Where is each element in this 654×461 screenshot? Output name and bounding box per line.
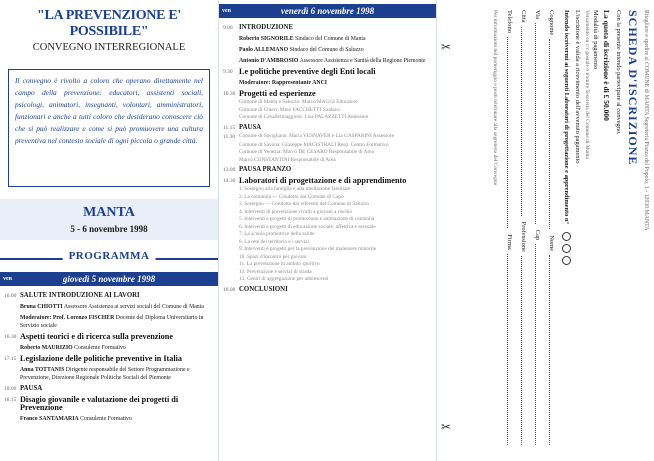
entry-time [223, 239, 239, 246]
day2-label: venerdì 6 novembre 1998 [280, 6, 375, 16]
form-field-row [534, 10, 541, 451]
form-field-label: Firma [506, 234, 513, 250]
form-header: Ritagliare e spedire al COMUNE di MANTA Segreteria Piazza del Popolo, 1 - 12030 MANTA [643, 10, 649, 231]
schedule-entry [223, 35, 432, 43]
entry-text [239, 46, 432, 54]
schedule-entry [223, 239, 432, 246]
schedule-entry [223, 269, 432, 276]
entry-text: 7. La scuola promotrice della salute [239, 231, 315, 237]
entry-text: Marco CONSTANTINI Responsabile di Area [239, 156, 336, 163]
schedule-entry [4, 292, 214, 300]
schedule-entry [4, 344, 214, 352]
entry-time [223, 107, 239, 114]
form-field-label: Cap [534, 229, 541, 241]
form-field-input[interactable] [507, 37, 509, 228]
form-payment-detail: Versamento su c/c postale o tramite Tesoreria del Comune di Manta [584, 10, 590, 159]
speaker-name: Antonio D'AMBROSIO [239, 58, 299, 64]
form-field-label: Professione [520, 221, 527, 252]
form-labs [562, 10, 571, 451]
entry-text: 13. Centri di aggregazione per adolescenti [239, 276, 329, 282]
conference-subtitle: CONVEGNO INTERREGIONALE [32, 42, 186, 53]
left-panel [0, 0, 218, 461]
city-band [0, 199, 218, 240]
entry-time: 10.30 [223, 91, 236, 97]
schedule-entry [223, 177, 432, 185]
entry-text: 8. La rete del territorio e i servizi [239, 238, 310, 245]
entry-text: 1. Sostegno alla famiglia e alla mediazione familiare [239, 186, 351, 192]
schedule-entry [4, 366, 214, 382]
entry-text [239, 35, 432, 43]
entry-time [223, 201, 239, 208]
entry-text: 6. Interventi e progetti di educazione sociale: affettiva e sessuale [239, 223, 376, 230]
form-field-label: Cognome [548, 10, 555, 36]
schedule-entry [4, 333, 214, 341]
registration-form-panel [436, 0, 654, 461]
entry-text [20, 415, 214, 423]
entry-time: 11.30 [223, 133, 236, 140]
form-field-input[interactable] [507, 254, 509, 445]
entry-text [20, 314, 214, 330]
schedule-entry [223, 276, 432, 283]
day1-tag: ven [3, 276, 12, 282]
schedule-entry [223, 107, 432, 114]
city-name: MANTA [83, 205, 135, 220]
entry-text: 5. Interventi e progetti di promozione e animazione di comunità [239, 216, 375, 222]
entry-text: PAUSA [20, 385, 43, 392]
schedule-entry [223, 286, 432, 294]
entry-text: Le politiche preventive degli Enti locali [239, 67, 376, 76]
entry-text: Aspetti teorici e di ricerca sulla prevenzione [20, 332, 173, 341]
entry-text: 11. La prevenzione in ambito sportivo [239, 261, 320, 267]
form-quota: La quota di iscrizione è di £ 50.000 [602, 10, 611, 121]
entry-time [223, 231, 239, 238]
entry-time [223, 46, 239, 54]
entry-time [223, 35, 239, 43]
schedule-entry [223, 142, 432, 149]
schedule-entry [223, 157, 432, 164]
entry-text: Disagio giovanile e valutazione dei progetti di Prevenzione [20, 395, 179, 412]
form-title: SCHEDA D'ISCRIZIONE [626, 10, 640, 166]
speaker-role: Consulente Formativo [74, 345, 126, 351]
schedule-entry [223, 186, 432, 193]
speaker-name: Moderatore: Rappresentante ANCI [239, 80, 328, 86]
schedule-entry [223, 79, 432, 87]
speaker-name: Roberto MAURIZIO [20, 345, 73, 351]
day2-header [219, 4, 436, 18]
form-field-input[interactable] [535, 23, 537, 224]
speaker-role: Dirigente responsabile del Settore Programmazione e Prevenzione, Direzione Regionale Politiche Sociali del Piemonte [20, 367, 190, 381]
entry-text: INTRODUZIONE [239, 24, 294, 31]
speaker-role: Sindaco del Comune di Saluzzo [289, 47, 364, 53]
form-field-label: Città [520, 10, 527, 23]
form-field-label: Nome [548, 235, 555, 252]
schedule-entry [4, 314, 214, 330]
entry-text [239, 57, 432, 65]
form-labs-text: Intendo iscrivermi ai seguenti Laboratori di progettazione e apprendimento n° [563, 10, 571, 225]
entry-text: PAUSA [239, 123, 262, 131]
entry-time: 18.00 [223, 286, 236, 293]
speaker-role: Assessore Assistenza ai servizi sociali del Comune di Manta [63, 304, 204, 310]
entry-time [4, 314, 20, 330]
form-payment: Modalità di pagamento [592, 10, 599, 70]
entry-text: 12. Prevenzione e servizi di strada [239, 268, 312, 275]
entry-time: 14.30 [223, 178, 236, 184]
schedule-entry [223, 254, 432, 261]
schedule-entry [4, 303, 214, 311]
speaker-name: Paolo ALLEMANO [239, 47, 289, 53]
entry-text: Progetti ed esperienze [239, 89, 316, 98]
entry-time [223, 269, 239, 276]
entry-time: 17.15 [4, 356, 17, 362]
schedule-entry [223, 209, 432, 216]
entry-time [223, 246, 239, 253]
schedule-entry [4, 396, 214, 412]
speaker-name: Bruna CHIOTTI [20, 304, 63, 310]
schedule-entry [223, 166, 432, 174]
entry-text [239, 79, 432, 87]
day2-tag: ven [222, 8, 231, 14]
entry-text: Legislazione delle politiche preventive in Italia [20, 354, 182, 363]
middle-panel [218, 0, 436, 461]
form-field-input[interactable] [521, 27, 523, 216]
entry-text: 10. Spazi d'incontro per giovani [239, 253, 307, 260]
lab-choice-circles[interactable] [562, 232, 571, 265]
entry-time: 13.00 [223, 167, 236, 173]
schedule-entry [223, 57, 432, 65]
form-field-row [506, 10, 513, 451]
day1-label: giovedì 5 novembre 1998 [62, 274, 156, 284]
entry-time [223, 157, 239, 164]
schedule-entry [223, 231, 432, 238]
entry-time [223, 209, 239, 216]
entry-time [223, 149, 239, 156]
programma-title: PROGRAMMA [63, 250, 156, 262]
schedule-entry [223, 149, 432, 156]
entry-time: 16.30 [4, 334, 17, 340]
speaker-name: Moderatore: Prof. Lorenzo FISCHER [20, 315, 115, 321]
speaker-role: Assessore Assistenza e Sanità della Regione Piemonte [299, 58, 426, 64]
schedule-entry [223, 216, 432, 223]
entry-text [20, 303, 214, 311]
schedule-entry [4, 355, 214, 363]
entry-text: SALUTE INTRODUZIONE AI LAVORI [20, 292, 140, 299]
entry-time [223, 276, 239, 283]
form-fields [506, 10, 555, 451]
speaker-name: Franco SANTAMARIA [20, 416, 79, 422]
speaker-role: Sindaco del Comune di Manta [295, 36, 366, 42]
form-field-label: Via [534, 10, 541, 19]
schedule-entry [223, 46, 432, 54]
schedule-entry [223, 99, 432, 106]
entry-time: 11.15 [223, 124, 236, 131]
schedule-entry [223, 201, 432, 208]
entry-time [223, 57, 239, 65]
schedule-entry [223, 224, 432, 231]
event-dates: 5 - 6 novembre 1998 [70, 224, 148, 234]
entry-time [223, 254, 239, 261]
speaker-name: Roberto SIGNORILE [239, 36, 294, 42]
entry-time [223, 186, 239, 193]
entry-time [223, 224, 239, 231]
entry-time [223, 114, 239, 121]
speaker-role: Docente del Diploma Universitario in Servizio sociale [20, 315, 204, 329]
entry-text [20, 366, 214, 382]
scissors-icon: ✂ [441, 420, 452, 434]
entry-time [4, 366, 20, 382]
schedule-entry [223, 90, 432, 98]
schedule-entry [223, 246, 432, 253]
day1-header [0, 272, 218, 286]
entry-time: 18.15 [4, 397, 17, 403]
schedule-entry [223, 194, 432, 201]
entry-text: Laboratori di progettazione e di apprendimento [239, 176, 407, 185]
entry-text: 4. Interventi di prevenzione rivolti a giovani a rischio [239, 208, 353, 215]
form-field-input[interactable] [549, 39, 551, 229]
schedule-entry [223, 133, 432, 141]
entry-time [223, 216, 239, 223]
entry-text: 2. La comunità — Condotto dal Comune di Capo [239, 193, 344, 200]
form-field-input[interactable] [521, 256, 523, 445]
entry-text: Comune di Manta e Saluzzo: Marco MAGGI Educatore [239, 99, 358, 105]
form-field-input[interactable] [549, 255, 551, 445]
entry-time [4, 344, 20, 352]
entry-text: 3. Sostegno — Condotto dai referenti del Comune di Saluzzo [239, 201, 370, 207]
form-field-label: Telefono [506, 10, 513, 34]
schedule-entry [223, 114, 432, 121]
speaker-name: Anna TOTTANIS [20, 367, 65, 373]
entry-time: 9.00 [223, 25, 233, 31]
schedule-entry [4, 415, 214, 423]
entry-text: Comune di Savigliano: Maria VESNAVER e Lia GASPARINI Assessore [239, 132, 394, 139]
form-field-row [548, 10, 555, 451]
speaker-role: Consulente Formativo [80, 416, 132, 422]
entry-time [223, 79, 239, 87]
entry-text: PAUSA PRANZO [239, 166, 292, 173]
schedule-entry [4, 385, 214, 393]
entry-text: Comune di Chieri: Mino FACCHETTI Sindaco [239, 106, 340, 113]
entry-time [4, 415, 20, 423]
schedule-entry [223, 68, 432, 76]
form-field-row [520, 10, 527, 451]
intro-box: Il convegno è rivolto a coloro che operano direttamente nel campo della prevenzione: educatori, assistenti sociali, psicologi, animatori, insegnanti, volontari, amministratori, funzionari e anche a tutti coloro che desiderano conoscere ciò che si può realizzare e come si può promuovere una cultura preventiva nel contesto sociale di ogni piccola o grande città. [8, 69, 210, 187]
entry-time [223, 99, 239, 106]
schedule-entry [223, 124, 432, 132]
entry-time [223, 142, 239, 149]
entry-time: 18.00 [4, 386, 17, 392]
entry-time [223, 261, 239, 268]
entry-time [4, 303, 20, 311]
form-intro: Con la presente intendo partecipare al convegno. [615, 10, 622, 135]
day2-schedule [219, 18, 436, 294]
entry-time: 9.30 [223, 69, 233, 75]
entry-text: CONCLUSIONI [239, 285, 288, 293]
entry-text: 9. Interventi e progetti per la prevenzione del malessere minorile [239, 246, 377, 252]
entry-time: 16.00 [4, 293, 17, 299]
conference-title: "LA PREVENZIONE E' POSSIBILE" [37, 8, 181, 39]
entry-text: Comune di Savona: Giuseppe MAGISTRALI Resp. Centro Formativo [239, 141, 389, 148]
form-validity: L'iscrizione è valida a ricevimento dell'avvenuto pagamento [574, 10, 581, 164]
schedule-entry [223, 24, 432, 32]
entry-text: Comune di Cavallermaggiore: Lisa PALAZZETTI Assessore [239, 114, 369, 120]
entry-time [223, 194, 239, 201]
programma-band [0, 250, 218, 266]
entry-text: Comune di Venezia: Marco DE CESARO Responsabile di Area [239, 149, 374, 155]
scissors-icon: ✂ [441, 40, 452, 54]
registration-form [437, 0, 654, 461]
form-field-input[interactable] [535, 244, 537, 445]
day1-schedule [0, 286, 218, 423]
schedule-entry [223, 261, 432, 268]
form-footer: Per informazioni nel pomeriggio e posti telefonare alla segreteria del Convegno [492, 10, 498, 186]
entry-text [20, 344, 214, 352]
